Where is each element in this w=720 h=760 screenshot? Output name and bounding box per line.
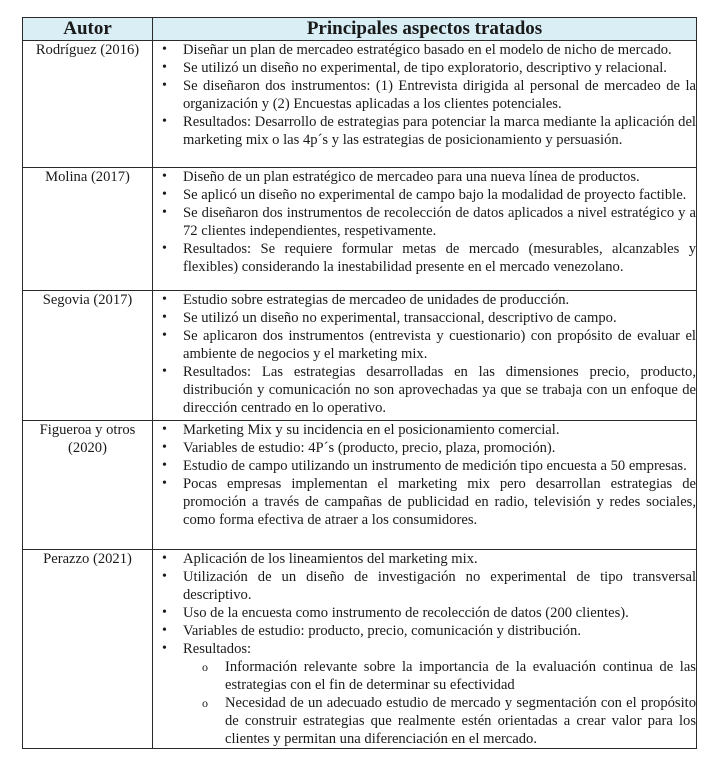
list-item (153, 204, 696, 240)
aspects-cell (153, 41, 697, 168)
list-item (153, 59, 696, 77)
list-item-text: Diseñar un plan de mercadeo estratégico basado en el modelo de nicho de mercado. (183, 42, 672, 58)
literature-review-table (22, 17, 697, 749)
list-item (153, 291, 696, 309)
results-sublist (183, 658, 696, 748)
list-item (153, 327, 696, 363)
list-item-text: Se aplicaron dos instrumentos (entrevista y cuestionario) con propósito de evaluar el ambiente de negocios y el marketing mix. (183, 328, 696, 362)
table-row (23, 291, 697, 421)
table-row (23, 421, 697, 550)
author-cell: Figueroa y otros (2020) (23, 421, 153, 550)
list-item (153, 475, 696, 529)
sub-list-item-text: Información relevante sobre la importancia de la evaluación continua de las estrategias con el fin de determinar su efectividad (225, 659, 696, 693)
bullet-icon: • (162, 551, 167, 566)
list-item-text: Uso de la encuesta como instrumento de recolección de datos (200 clientes). (183, 605, 629, 621)
bullet-icon: • (162, 422, 167, 437)
list-item-text: Resultados: (183, 641, 252, 657)
aspects-list (153, 550, 696, 748)
bullet-icon: • (162, 569, 167, 584)
list-item-text: Pocas empresas implementan el marketing mix pero desarrollan estrategias de promoción a través de campañas de publicidad en radio, televisión y redes sociales, como forma efectiva de atraer a los consumidores. (183, 476, 696, 528)
list-item (153, 457, 696, 475)
aspects-list (153, 41, 696, 149)
list-item (153, 41, 696, 59)
bullet-icon: • (162, 114, 167, 129)
aspects-cell (153, 168, 697, 291)
author-cell: Molina (2017) (23, 168, 153, 291)
bullet-icon: • (162, 328, 167, 343)
author-cell: Segovia (2017) (23, 291, 153, 421)
list-item-text: Variables de estudio: producto, precio, comunicación y distribución. (183, 623, 581, 639)
header-row (23, 18, 697, 41)
list-item (153, 363, 696, 417)
list-item-text: Estudio sobre estrategias de mercadeo de unidades de producción. (183, 292, 570, 308)
sub-list-item-text: Necesidad de un adecuado estudio de mercado y segmentación con el propósito de construir estrategias que realmente estén orientadas a crear valor para los clientes y permitan una diferenciación en el mercado. (225, 695, 696, 747)
aspects-cell (153, 550, 697, 749)
aspects-list (153, 421, 696, 529)
bullet-icon: • (162, 310, 167, 325)
list-item (153, 240, 696, 276)
list-item-text: Se utilizó un diseño no experimental, de tipo exploratorio, descriptivo y relacional. (183, 60, 667, 76)
list-item (153, 421, 696, 439)
list-item-text: Utilización de un diseño de investigación no experimental de tipo transversal descriptivo. (183, 569, 696, 603)
list-item (153, 77, 696, 113)
aspects-list (153, 291, 696, 417)
list-item-text: Se utilizó un diseño no experimental, transaccional, descriptivo de campo. (183, 310, 617, 326)
bullet-icon: • (162, 364, 167, 379)
table-row (23, 41, 697, 168)
bullet-icon: • (162, 476, 167, 491)
list-item-text: Resultados: Las estrategias desarrolladas en las dimensiones precio, producto, distribución y comunicación no son aprovechadas ya que se trabaja con un enfoque de dirección centrado en lo operativo. (183, 364, 696, 416)
list-item (153, 309, 696, 327)
list-item (153, 186, 696, 204)
bullet-icon: • (162, 187, 167, 202)
author-cell: Rodríguez (2016) (23, 41, 153, 168)
list-item (153, 622, 696, 640)
list-item-text: Marketing Mix y su incidencia en el posicionamiento comercial. (183, 422, 560, 438)
bullet-icon: • (162, 440, 167, 455)
bullet-icon: • (162, 205, 167, 220)
bullet-icon: • (162, 241, 167, 256)
list-item (153, 550, 696, 568)
sub-list-item (195, 658, 696, 694)
table-row (23, 168, 697, 291)
list-item-text: Se diseñaron dos instrumentos: (1) Entrevista dirigida al personal de mercadeo de la organización y (2) Encuestas aplicadas a los clientes potenciales. (183, 78, 696, 112)
header-aspects: Principales aspectos tratados (153, 18, 697, 41)
bullet-icon: • (162, 42, 167, 57)
bullet-icon: • (162, 605, 167, 620)
circle-bullet-icon: o (202, 696, 208, 710)
bullet-icon: • (162, 458, 167, 473)
header-author: Autor (23, 18, 153, 41)
table-row (23, 550, 697, 749)
aspects-cell (153, 421, 697, 550)
list-item-text: Diseño de un plan estratégico de mercadeo para una nueva línea de productos. (183, 169, 640, 185)
list-item (153, 640, 696, 748)
list-item-text: Variables de estudio: 4P´s (producto, precio, plaza, promoción). (183, 440, 556, 456)
list-item (153, 604, 696, 622)
list-item-text: Estudio de campo utilizando un instrumento de medición tipo encuesta a 50 empresas. (183, 458, 687, 474)
bullet-icon: • (162, 60, 167, 75)
list-item (153, 168, 696, 186)
list-item (153, 113, 696, 149)
list-item-text: Aplicación de los lineamientos del marketing mix. (183, 551, 478, 567)
bullet-icon: • (162, 78, 167, 93)
circle-bullet-icon: o (202, 660, 208, 674)
list-item (153, 568, 696, 604)
bullet-icon: • (162, 292, 167, 307)
list-item-text: Se aplicó un diseño no experimental de campo bajo la modalidad de proyecto factible. (183, 187, 687, 203)
bullet-icon: • (162, 169, 167, 184)
author-cell: Perazzo (2021) (23, 550, 153, 749)
list-item (153, 439, 696, 457)
aspects-list (153, 168, 696, 276)
bullet-icon: • (162, 623, 167, 638)
list-item-text: Se diseñaron dos instrumentos de recolección de datos aplicados a nivel estratégico y a 72 clientes independientes, respetivamente. (183, 205, 696, 239)
list-item-text: Resultados: Desarrollo de estrategias para potenciar la marca mediante la aplicación del marketing mix o las 4p´s y las estrategias de posicionamiento y persuasión. (183, 114, 696, 148)
list-item-text: Resultados: Se requiere formular metas de mercado (mesurables, alcanzables y flexibles) considerando la inestabilidad presente en el mercado venezolano. (183, 241, 696, 275)
aspects-cell (153, 291, 697, 421)
sub-list-item (195, 694, 696, 748)
bullet-icon: • (162, 641, 167, 656)
